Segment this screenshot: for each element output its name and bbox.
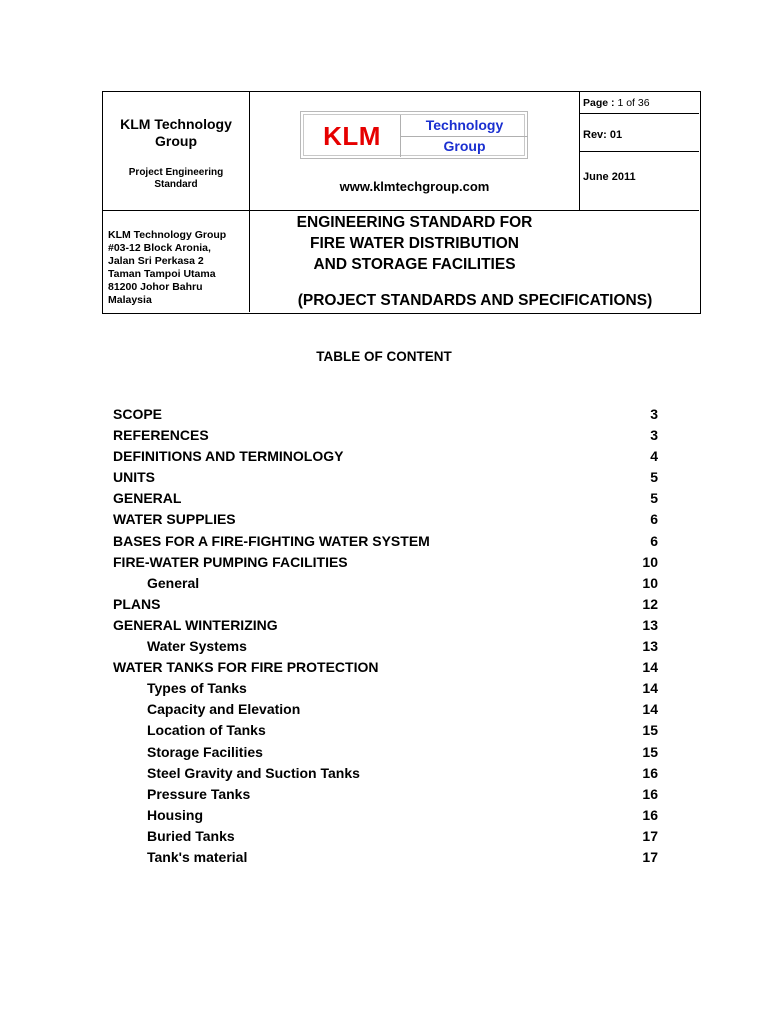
toc-entry-label: REFERENCES bbox=[113, 427, 209, 444]
toc-entry[interactable] bbox=[113, 404, 658, 425]
toc-entry-page: 13 bbox=[642, 638, 658, 655]
company-name-line: Group bbox=[155, 133, 197, 149]
document-header bbox=[102, 91, 701, 314]
toc-entry-page: 3 bbox=[650, 427, 658, 444]
toc-entry-label: UNITS bbox=[113, 469, 155, 486]
toc-entry-page: 12 bbox=[642, 595, 658, 612]
document-title bbox=[250, 212, 579, 275]
toc-entry[interactable] bbox=[113, 467, 658, 488]
toc-entry-label: FIRE-WATER PUMPING FACILITIES bbox=[113, 553, 348, 570]
toc-entry-page: 14 bbox=[642, 680, 658, 697]
toc-entry-label: Location of Tanks bbox=[147, 722, 266, 739]
toc-heading: TABLE OF CONTENT bbox=[316, 349, 452, 364]
header-divider bbox=[249, 92, 250, 312]
header-divider bbox=[579, 151, 699, 152]
standard-type bbox=[103, 167, 249, 191]
logo-technology-text: Technology bbox=[401, 115, 528, 137]
toc-entry-page: 16 bbox=[642, 764, 658, 781]
company-name-line: KLM Technology bbox=[120, 116, 232, 132]
page-label: Page : bbox=[583, 97, 615, 109]
toc-entry[interactable] bbox=[113, 699, 658, 720]
toc-entry-label: General bbox=[147, 574, 200, 591]
address-line: Jalan Sri Perkasa 2 bbox=[108, 255, 204, 267]
toc-entry-page: 17 bbox=[642, 827, 658, 844]
toc-entry-page: 13 bbox=[642, 616, 658, 633]
toc-entry[interactable] bbox=[113, 509, 658, 530]
title-line: ENGINEERING STANDARD FOR bbox=[296, 214, 533, 231]
toc-entry-label: SCOPE bbox=[113, 406, 163, 422]
toc-entry[interactable] bbox=[113, 678, 658, 699]
toc-entry[interactable] bbox=[113, 805, 658, 826]
toc-entry-page: 16 bbox=[642, 806, 658, 823]
header-divider bbox=[579, 113, 699, 114]
title-line: AND STORAGE FACILITIES bbox=[313, 256, 516, 273]
logo-group-text: Group bbox=[443, 138, 486, 154]
toc-entry[interactable] bbox=[113, 446, 658, 467]
toc-entry[interactable] bbox=[113, 784, 658, 805]
page-number bbox=[583, 97, 650, 109]
toc-entry-label: DEFINITIONS AND TERMINOLOGY bbox=[113, 448, 344, 465]
toc-entry-page: 6 bbox=[650, 532, 658, 549]
toc-entry[interactable] bbox=[113, 594, 658, 615]
toc-entry-page: 5 bbox=[650, 490, 658, 507]
toc-entry-page: 17 bbox=[642, 848, 658, 865]
address-line: Malaysia bbox=[108, 294, 152, 306]
toc-entry[interactable] bbox=[113, 488, 658, 509]
toc-entry-page: 5 bbox=[650, 469, 658, 486]
logo-main-text: KLM bbox=[304, 115, 401, 157]
address-line: Taman Tampoi Utama bbox=[108, 268, 216, 280]
toc-entry[interactable] bbox=[113, 657, 658, 678]
toc-entry-label: Types of Tanks bbox=[147, 680, 247, 697]
title-line: FIRE WATER DISTRIBUTION bbox=[310, 235, 519, 252]
toc-entry[interactable] bbox=[113, 636, 658, 657]
toc-entry-page: 3 bbox=[650, 406, 658, 422]
toc-entry[interactable] bbox=[113, 720, 658, 741]
toc-entry-label: Tank's material bbox=[147, 848, 248, 865]
company-address bbox=[108, 229, 248, 307]
toc-entry-label: Housing bbox=[147, 806, 203, 823]
toc-entry[interactable] bbox=[113, 847, 658, 868]
toc-entry-label: GENERAL WINTERIZING bbox=[113, 616, 278, 633]
toc-entry[interactable] bbox=[113, 425, 658, 446]
toc-entry-label: Water Systems bbox=[147, 638, 247, 655]
toc-entry-page: 10 bbox=[642, 574, 658, 591]
toc-entry-page: 10 bbox=[642, 553, 658, 570]
company-name bbox=[103, 116, 249, 150]
toc-entry[interactable] bbox=[113, 552, 658, 573]
address-line: 81200 Johor Bahru bbox=[108, 281, 203, 293]
standard-type-line: Project Engineering bbox=[128, 167, 224, 178]
toc-entry[interactable] bbox=[113, 573, 658, 594]
issue-date: June 2011 bbox=[583, 171, 636, 183]
toc-entry-label: Steel Gravity and Suction Tanks bbox=[147, 764, 360, 781]
toc-entry[interactable] bbox=[113, 742, 658, 763]
toc-entry[interactable] bbox=[113, 531, 658, 552]
company-logo bbox=[300, 111, 528, 159]
toc-entry-page: 14 bbox=[642, 701, 658, 718]
table-of-contents bbox=[113, 404, 658, 868]
toc-entry-page: 4 bbox=[650, 448, 658, 465]
toc-entry-page: 16 bbox=[642, 785, 658, 802]
toc-entry-label: Buried Tanks bbox=[147, 827, 235, 844]
toc-entry-page: 6 bbox=[650, 511, 658, 528]
toc-entry[interactable] bbox=[113, 763, 658, 784]
address-line: #03-12 Block Aronia, bbox=[108, 242, 211, 254]
toc-entry-label: Pressure Tanks bbox=[147, 785, 251, 802]
toc-entry-page: 15 bbox=[642, 722, 658, 739]
toc-entry-label: WATER TANKS FOR FIRE PROTECTION bbox=[113, 659, 379, 676]
address-line: KLM Technology Group bbox=[108, 229, 227, 241]
logo-frame bbox=[303, 114, 525, 156]
toc-entry-label: GENERAL bbox=[113, 490, 182, 507]
toc-entry-label: BASES FOR A FIRE-FIGHTING WATER SYSTEM bbox=[113, 532, 430, 549]
document-subtitle: (PROJECT STANDARDS AND SPECIFICATIONS) bbox=[297, 292, 653, 309]
website-url: www.klmtechgroup.com bbox=[339, 179, 490, 194]
toc-entry-label: Storage Facilities bbox=[147, 743, 263, 760]
toc-entry[interactable] bbox=[113, 615, 658, 636]
toc-entry-label: Capacity and Elevation bbox=[147, 701, 301, 718]
toc-entry-page: 15 bbox=[642, 743, 658, 760]
toc-entry[interactable] bbox=[113, 826, 658, 847]
standard-type-line: Standard bbox=[154, 179, 198, 190]
page-value: 1 of 36 bbox=[617, 97, 650, 109]
toc-entry-page: 14 bbox=[642, 659, 658, 676]
toc-entry-label: PLANS bbox=[113, 595, 161, 612]
revision: Rev: 01 bbox=[583, 129, 623, 141]
toc-entry-label: WATER SUPPLIES bbox=[113, 511, 236, 528]
header-divider bbox=[103, 210, 699, 211]
